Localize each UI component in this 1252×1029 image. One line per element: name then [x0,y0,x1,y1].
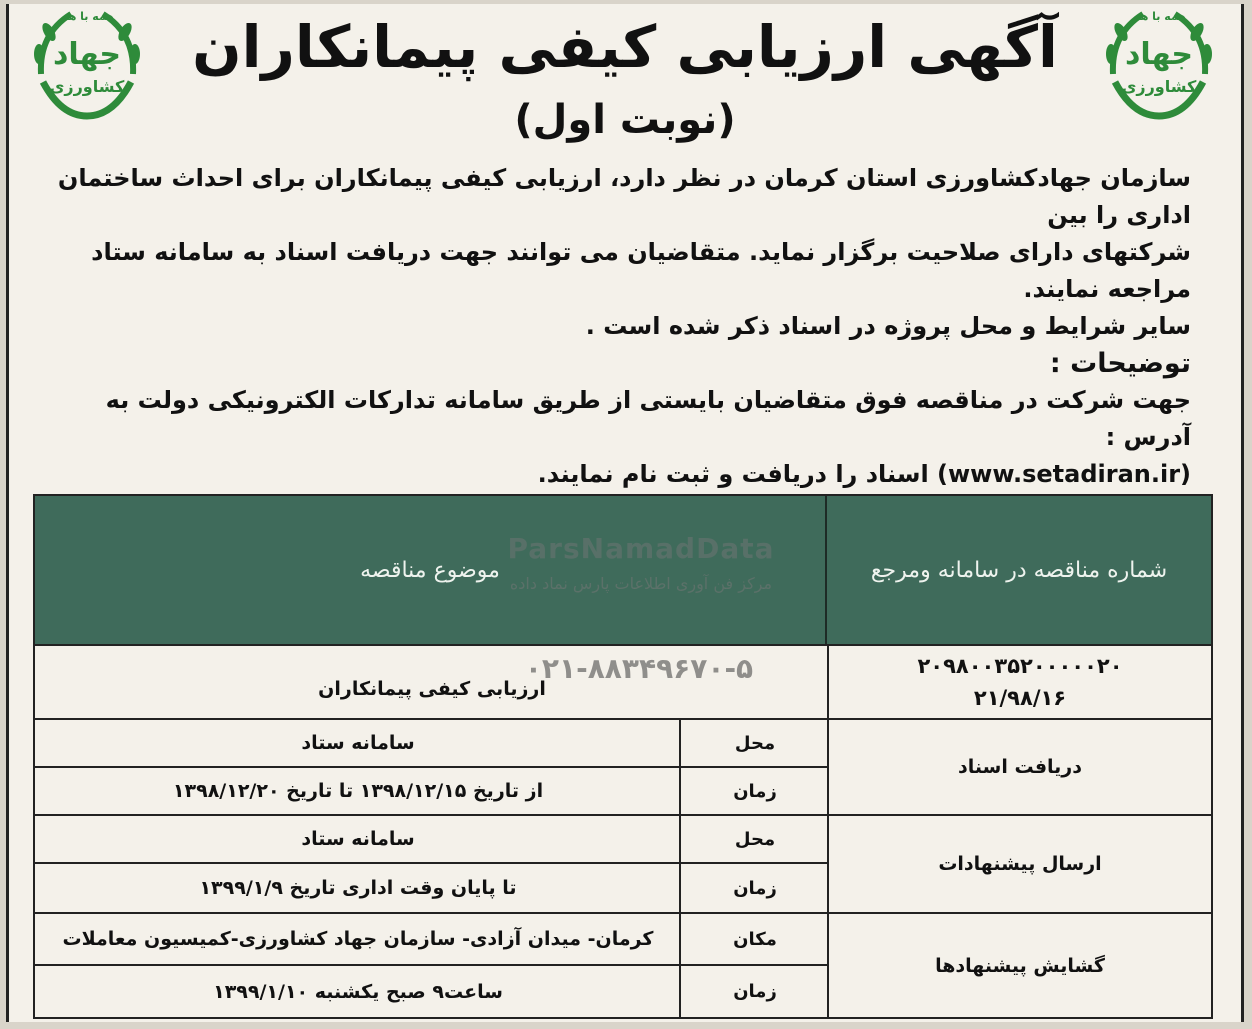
tender-number: ۲۰۹۸۰۰۳۵۲۰۰۰۰۰۲۰ [917,654,1123,678]
bid-submission-label: ارسال پیشنهادات [827,814,1211,912]
svg-text:کشاورزی: کشاورزی [1121,77,1197,96]
notes-line-2 [37,456,1191,493]
watermark-brand: ParsNamadData [507,532,775,565]
bid-submission-time-label: زمان [679,864,829,912]
svg-text:جهاد: جهاد [52,37,122,72]
setadiran-url-link[interactable]: (www.setadiran.ir) [937,460,1191,488]
intro-line-1: سازمان جهادکشاورزی استان کرمان در نظر دارد، ارزیابی کیفی پیمانکاران برای احداث ساختمان اداری را بین [57,164,1191,229]
page-title: آگهی ارزیابی کیفی پیمانکاران [192,13,1058,81]
bid-opening-label: گشایش پیشنهادها [827,912,1211,1017]
tender-reference: ۲۱/۹۸/۱۶ [973,686,1067,710]
notes-line-1: جهت شرکت در مناقصه فوق متقاضیان بایستی از طریق سامانه تدارکات الکترونیکی دولت به آدرس : [105,386,1191,451]
bid-opening-place: کرمان- میدان آزادی- سازمان جهاد کشاورزی-کمیسیون معاملات [62,928,654,950]
jahad-keshavarzi-logo-left [21,4,153,122]
bid-opening-place-row [35,912,829,964]
watermark-phone: ۰۲۱-۸۸۳۴۹۶۷۰-۵ [524,652,754,685]
bid-opening-time-row [35,964,829,1017]
jahad-keshavarzi-logo-right [1093,4,1225,122]
intro-line-3: سایر شرایط و محل پروژه در اسناد ذکر شده است . [585,312,1191,340]
svg-text:همه با هم: همه با هم [1132,10,1186,23]
bid-opening-place-label: مکان [679,914,829,964]
doc-receipt-time-row [35,766,829,814]
intro-line-2: شرکتهای دارای صلاحیت برگزار نماید. متقاضیان می توانند جهت دریافت اسناد به سامانه ستاد مراجعه نمایند. [91,238,1191,303]
bid-submission-place-label: محل [679,816,829,862]
bid-opening-time-label: زمان [679,966,829,1017]
doc-receipt-time: از تاریخ ۱۳۹۸/۱۲/۱۵ تا تاریخ ۱۳۹۸/۱۲/۲۰ [172,780,544,802]
svg-text:همه با هم: همه با هم [60,10,114,23]
wheat-wreath-icon [1093,4,1225,122]
notes-line-2-suffix: اسناد را دریافت و ثبت نام نمایند. [537,460,929,488]
doc-receipt-label: دریافت اسناد [827,718,1211,814]
tender-table [33,494,1213,1019]
tender-number-cell [827,646,1211,718]
advertisement-page [6,4,1244,1022]
doc-receipt-place: سامانه ستاد [301,732,415,754]
bid-submission-place: سامانه ستاد [301,828,415,850]
bid-opening-time: ساعت۹ صبح یکشنبه ۱۳۹۹/۱/۱۰ [213,980,503,1003]
tender-subject: ارزیابی کیفی پیمانکاران [318,678,546,700]
watermark-tagline: مرکز فن آوری اطلاعات پارس نماد داده [509,574,773,593]
doc-receipt-place-row [35,718,829,766]
wheat-wreath-icon [21,4,153,122]
table-header [35,496,1211,644]
svg-text:کشاورزی: کشاورزی [49,77,125,96]
doc-receipt-place-label: محل [679,720,829,766]
bid-submission-place-row [35,814,829,862]
header-ref-column: شماره مناقصه در سامانه ومرجع [825,496,1211,644]
svg-text:جهاد: جهاد [1124,37,1194,72]
notes-heading: توضیحات : [1049,348,1191,379]
page-subtitle: (نوبت اول) [514,97,736,143]
bid-submission-time-row [35,862,829,912]
announcement-body [37,160,1191,530]
header-subject-column: موضوع مناقصه [360,557,500,583]
doc-receipt-time-label: زمان [679,768,829,814]
bid-submission-time: تا پایان وقت اداری تاریخ ۱۳۹۹/۱/۹ [199,877,517,899]
